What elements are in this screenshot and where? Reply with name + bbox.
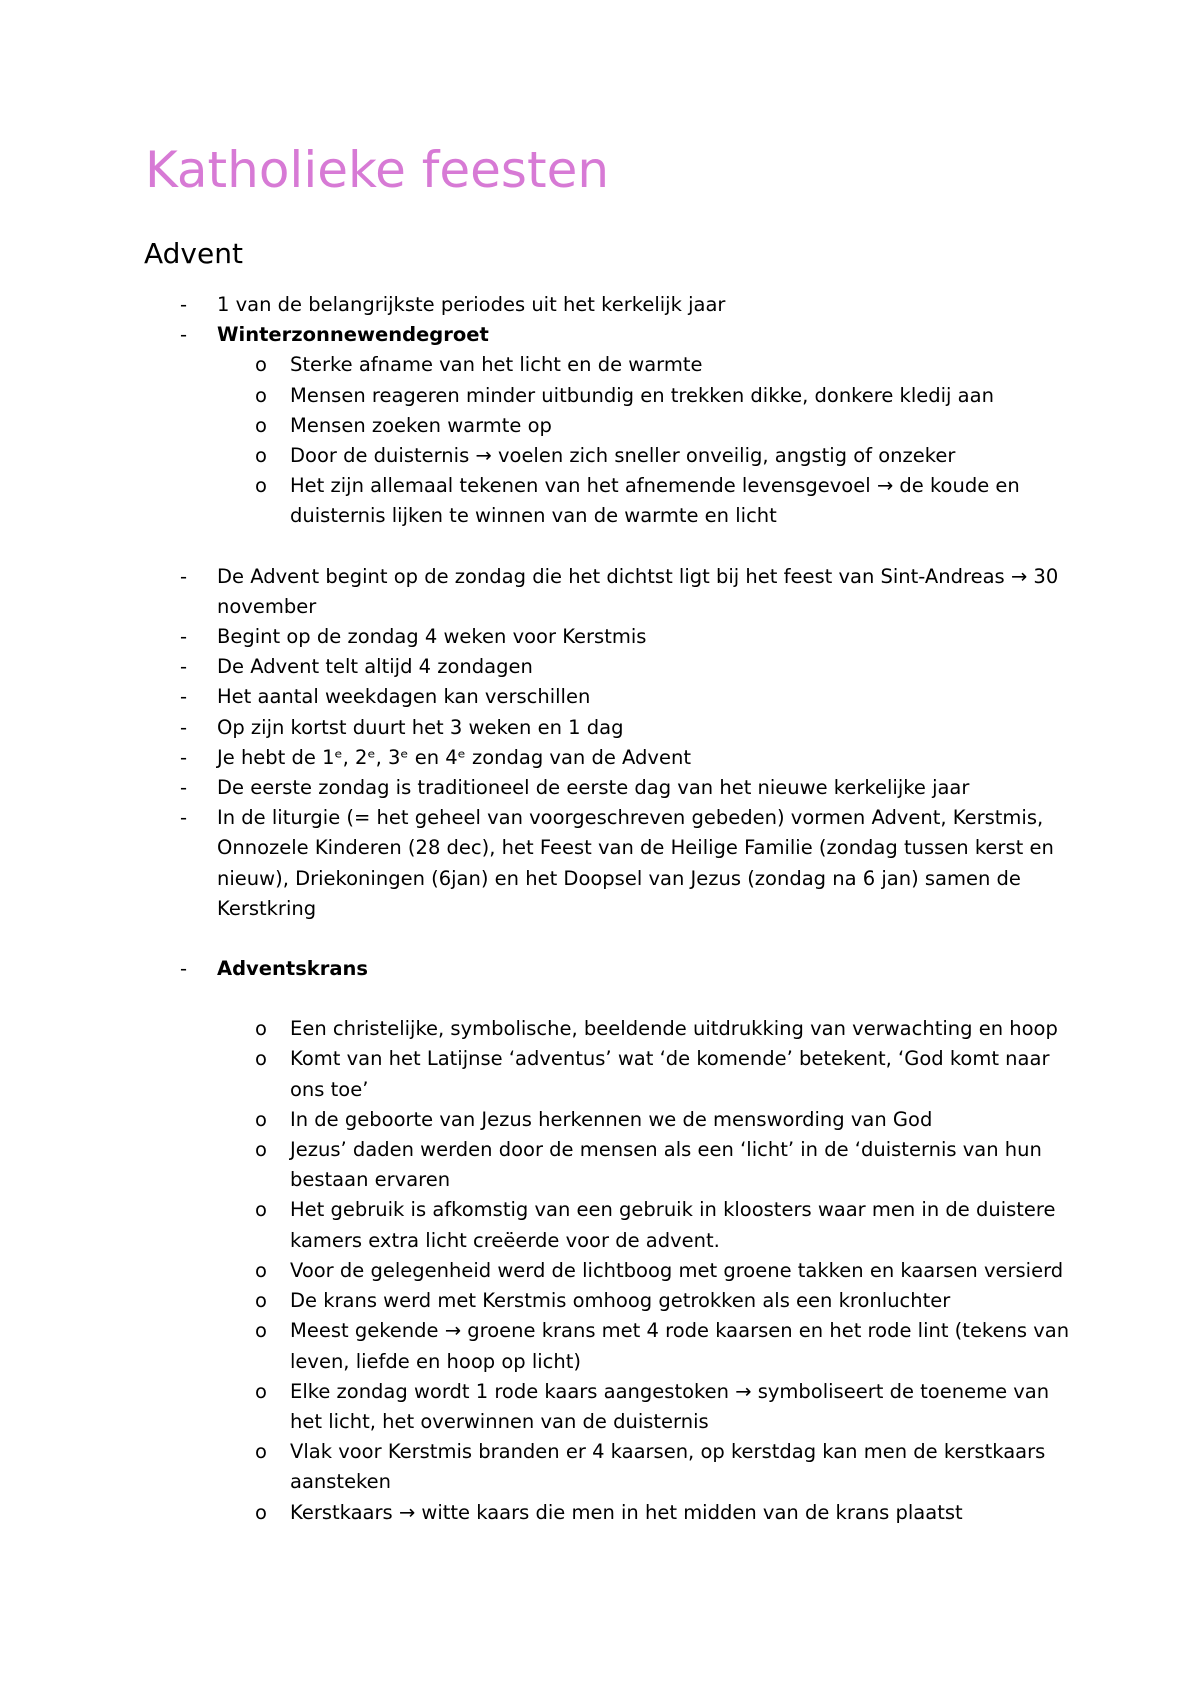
list-item (0, 803, 1087, 924)
list-item (0, 713, 1087, 743)
sub-list-item (0, 1437, 1070, 1497)
circle-bullet: o (255, 1198, 267, 1222)
sub-list-item (0, 1498, 1070, 1528)
circle-bullet: o (255, 1047, 267, 1071)
circle-bullet: o (255, 1138, 267, 1162)
list-item-text: De Advent begint op de zondag die het dichtst ligt bij het feest van Sint-Andreas → 30 november (217, 564, 1059, 618)
dash-bullet: - (180, 957, 188, 981)
list-item (0, 954, 1087, 984)
sub-list-item (0, 1316, 1070, 1376)
list-item-text: Komt van het Latijnse ‘adventus’ wat ‘de komende’ betekent, ‘God komt naar ons toe’ (290, 1047, 1050, 1101)
list-item-text: De krans werd met Kerstmis omhoog getrokken als een kronluchter (290, 1289, 951, 1313)
sub-list-item (0, 1105, 1070, 1135)
circle-bullet: o (255, 1258, 267, 1282)
list-item-text: Het gebruik is afkomstig van een gebruik in kloosters waar men in de duistere kamers extra licht creëerde voor de advent. (290, 1198, 1056, 1252)
list-spacer (0, 924, 1087, 954)
list-item-text: Een christelijke, symbolische, beeldende uitdrukking van verwachting en hoop (290, 1017, 1058, 1041)
sub-list-item (0, 1044, 1070, 1104)
dash-bullet: - (180, 685, 188, 709)
circle-bullet: o (255, 413, 267, 437)
circle-bullet: o (255, 383, 267, 407)
circle-bullet: o (255, 1319, 267, 1343)
list-item-text: Winterzonnewendegroet (217, 323, 489, 347)
sub-list-item (0, 1014, 1070, 1044)
circle-bullet: o (255, 1017, 267, 1041)
list-item-text: In de liturgie (= het geheel van voorgeschreven gebeden) vormen Advent, Kerstmis, Onnozele Kinderen (28 dec), het Feest van de Heilige Familie (zondag tussen kerst en nieuw), Driekoningen (6jan) en het Doopsel van Jezus (zondag na 6 jan) samen de Kerstkring (217, 806, 1054, 920)
list-item-text: Meest gekende → groene krans met 4 rode kaarsen en het rode lint (tekens van leven, liefde en hoop op licht) (290, 1319, 1070, 1373)
list-spacer (0, 532, 1087, 562)
list-item-text: Op zijn kortst duurt het 3 weken en 1 dag (217, 715, 624, 739)
list-item-text: Je hebt de 1ᵉ, 2ᵉ, 3ᵉ en 4ᵉ zondag van de Advent (217, 745, 691, 769)
dash-bullet: - (180, 655, 188, 679)
dash-bullet: - (180, 323, 188, 347)
sub-list-item (0, 1286, 1070, 1316)
list-item (0, 743, 1087, 773)
list-item (0, 290, 1087, 320)
list-item-text: Begint op de zondag 4 weken voor Kerstmis (217, 625, 647, 649)
dash-bullet: - (180, 293, 188, 316)
circle-bullet: o (255, 1379, 267, 1403)
sub-list-item (0, 471, 1070, 531)
sub-list-item (0, 1256, 1070, 1286)
list-item-text: 1 van de belangrijkste periodes uit het kerkelijk jaar (217, 293, 726, 316)
dash-bullet: - (180, 715, 188, 739)
list-item (0, 773, 1087, 803)
document-title: Katholieke feesten (145, 141, 610, 199)
bullet-list (0, 290, 1087, 1528)
list-item-text: In de geboorte van Jezus herkennen we de menswording van God (290, 1107, 933, 1131)
circle-bullet: o (255, 1289, 267, 1313)
list-item (0, 562, 1087, 622)
list-item-text: De Advent telt altijd 4 zondagen (217, 655, 533, 679)
list-item-text: Sterke afname van het licht en de warmte (290, 353, 703, 377)
list-item-text: Kerstkaars → witte kaars die men in het midden van de krans plaatst (290, 1500, 963, 1524)
sub-list-item (0, 1135, 1070, 1195)
dash-bullet: - (180, 745, 188, 769)
list-item-text: Adventskrans (217, 957, 369, 981)
dash-bullet: - (180, 564, 188, 588)
list-item-text: Vlak voor Kerstmis branden er 4 kaarsen, op kerstdag kan men de kerstkaars aansteken (290, 1440, 1046, 1494)
list-item-text: Mensen zoeken warmte op (290, 413, 552, 437)
section-heading: Advent (144, 237, 243, 270)
circle-bullet: o (255, 1440, 267, 1464)
list-item-text: De eerste zondag is traditioneel de eerste dag van het nieuwe kerkelijke jaar (217, 776, 970, 800)
circle-bullet: o (255, 474, 267, 498)
list-item-text: Jezus’ daden werden door de mensen als een ‘licht’ in de ‘duisternis van hun bestaan ervaren (290, 1138, 1042, 1192)
sub-list-item (0, 350, 1070, 380)
dash-bullet: - (180, 806, 188, 830)
list-item-text: Het zijn allemaal tekenen van het afnemende levensgevoel → de koude en duisternis lijken te winnen van de warmte en licht (290, 474, 1020, 528)
list-item-text: Voor de gelegenheid werd de lichtboog met groene takken en kaarsen versierd (290, 1258, 1064, 1282)
sub-list-item (0, 441, 1070, 471)
list-item-text: Elke zondag wordt 1 rode kaars aangestoken → symboliseert de toeneme van het licht, het overwinnen van de duisternis (290, 1379, 1050, 1433)
sub-list-item (0, 381, 1070, 411)
list-item (0, 622, 1087, 652)
sub-list-item (0, 1195, 1070, 1255)
circle-bullet: o (255, 1500, 267, 1524)
sub-list-item (0, 411, 1070, 441)
list-item-text: Door de duisternis → voelen zich sneller onveilig, angstig of onzeker (290, 444, 956, 468)
circle-bullet: o (255, 353, 267, 377)
list-item (0, 682, 1087, 712)
dash-bullet: - (180, 776, 188, 800)
list-item (0, 320, 1087, 350)
dash-bullet: - (180, 625, 188, 649)
circle-bullet: o (255, 444, 267, 468)
list-spacer (0, 984, 1087, 1014)
list-item-text: Mensen reageren minder uitbundig en trekken dikke, donkere kledij aan (290, 383, 994, 407)
list-item (0, 652, 1087, 682)
list-item-text: Het aantal weekdagen kan verschillen (217, 685, 591, 709)
sub-list-item (0, 1377, 1070, 1437)
circle-bullet: o (255, 1107, 267, 1131)
